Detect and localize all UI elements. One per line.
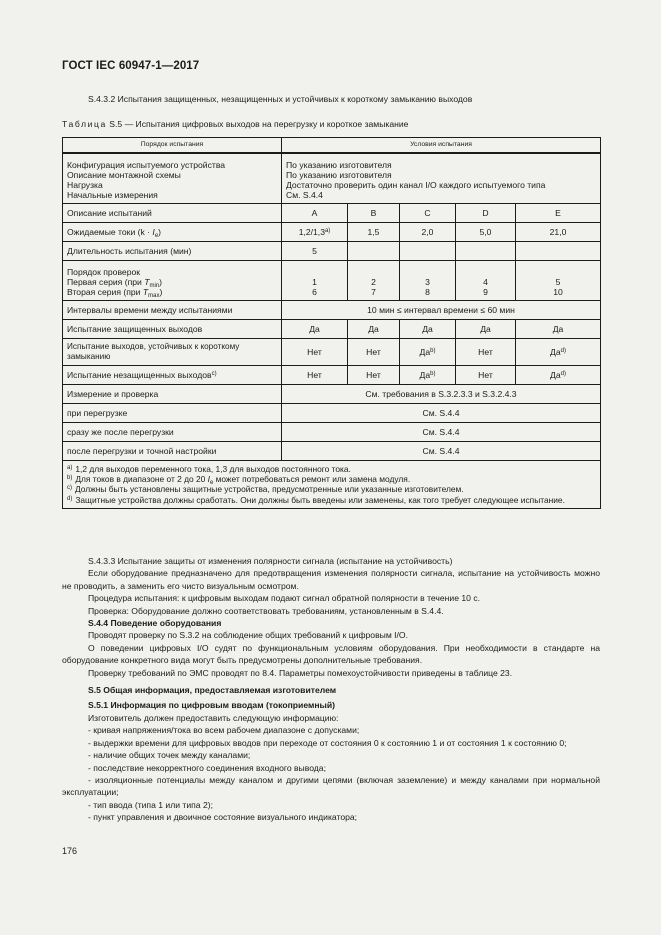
- duration-a: 5: [282, 242, 348, 261]
- table-caption: [62, 119, 408, 129]
- setup-value-initial: См. S.4.4: [286, 190, 323, 201]
- order-b: [348, 261, 400, 301]
- s433-heading: S.4.3.3 Испытание защиты от изменения полярности сигнала (испытание на устойчивость): [88, 556, 453, 566]
- test-a: A: [282, 204, 348, 223]
- duration-e: [516, 242, 601, 261]
- second-series-var: T: [142, 287, 149, 298]
- note-b-mark: b): [67, 475, 73, 482]
- expected-current-close: ): [158, 226, 162, 237]
- current-b: 1,5: [348, 223, 400, 242]
- body-text: [62, 555, 600, 824]
- setup-label-load: Нагрузка: [67, 180, 103, 190]
- note-b-text-end: может потребоваться ремонт или замена модуля.: [213, 474, 411, 485]
- first-series-var: T: [144, 276, 150, 287]
- table-notes-row: [63, 461, 601, 509]
- order-b-second: 7: [371, 287, 376, 297]
- unp-e: [516, 366, 601, 385]
- duration-c: [400, 242, 456, 261]
- note-b-var: I: [207, 474, 210, 485]
- sc-d: Нет: [456, 339, 516, 366]
- table-row-after-tuning: [63, 442, 601, 461]
- after-tune-value: См. S.4.4: [282, 442, 601, 461]
- sc-a: Нет: [282, 339, 348, 366]
- table-row-duration: [63, 242, 601, 261]
- first-series-text: Первая серия (при: [67, 276, 145, 287]
- list-item: - последствие некорректного соединения входного вывода;: [88, 762, 326, 773]
- note-d: [67, 495, 596, 505]
- order-d: [456, 261, 516, 301]
- sc-c-note: b): [430, 347, 436, 354]
- table-notes: [63, 461, 601, 509]
- unp-c: [400, 366, 456, 385]
- after-value: См. S.4.4: [282, 423, 601, 442]
- table-row-short-circuit: [63, 339, 601, 366]
- unprotected-text: Испытание незащищенных выходов: [67, 369, 212, 380]
- s444-heading: S.4.4 Поведение оборудования: [88, 618, 222, 629]
- s433-paragraph-3: Проверка: Оборудование должно соответствовать требованиям, установленным в S.4.4.: [88, 605, 444, 616]
- list-item: - кривая напряжения/тока во всем рабочем диапазоне с допусками;: [88, 725, 360, 736]
- table-row-during-overload: [63, 404, 601, 423]
- s444-paragraph-1: Проводят проверку по S.3.2 на соблюдение общих требований к цифровым I/O.: [88, 630, 408, 641]
- col-header-conditions: Условия испытания: [282, 138, 601, 154]
- protected-a: Да: [282, 320, 348, 339]
- order-a: [282, 261, 348, 301]
- test-desc-label: Описание испытаний: [63, 204, 282, 223]
- order-a-first: 1: [312, 276, 317, 287]
- order-e-first: 5: [555, 276, 561, 287]
- order-e: [516, 261, 601, 301]
- section-heading-s432: S.4.3.2 Испытания защищенных, незащищенных и устойчивых к короткому замыканию выходов: [88, 94, 473, 104]
- second-series-text: Вторая серия (при: [67, 287, 143, 298]
- table-row-test-desc: [63, 204, 601, 223]
- sc-c-value: Да: [419, 346, 431, 357]
- setup-value-config: По указанию изготовителя: [286, 159, 392, 170]
- expected-current-sub: e: [154, 232, 159, 239]
- current-a-note: a): [324, 227, 331, 234]
- setup-label-wiring: Описание монтажной схемы: [67, 169, 181, 180]
- unp-c-note: b): [430, 370, 436, 377]
- note-d-text: Защитные устройства должны сработать. Они должны быть введены или заменены, как того требует следующее испытание.: [75, 494, 565, 505]
- duration-d: [456, 242, 516, 261]
- list-item: - тип ввода (типа 1 или типа 2);: [88, 799, 214, 810]
- sc-e: [516, 339, 601, 366]
- note-c: [67, 484, 596, 494]
- protected-b: Да: [348, 320, 400, 339]
- during-label: при перегрузке: [63, 404, 282, 423]
- table-row-expected-current: [63, 223, 601, 242]
- note-a-text: 1,2 для выходов переменного тока, 1,3 для выходов постоянного тока.: [75, 464, 351, 474]
- setup-label-initial: Начальные измерения: [67, 190, 158, 201]
- intervals-label: Интервалы времени между испытаниями: [63, 301, 282, 320]
- sc-b: Нет: [348, 339, 400, 366]
- first-series-label: [67, 277, 277, 287]
- document-title: ГОСТ IEC 60947-1—2017: [62, 60, 200, 72]
- note-c-mark: c): [67, 485, 72, 492]
- first-series-sub: min: [149, 282, 160, 289]
- table-row-protected: [63, 320, 601, 339]
- check-order-label: [63, 261, 282, 301]
- duration-b: [348, 242, 400, 261]
- s5-heading: S.5 Общая информация, предоставляемая изготовителем: [88, 685, 337, 696]
- setup-value-load: Достаточно проверить один канал I/O каждого испытуемого типа: [286, 180, 546, 190]
- during-value: См. S.4.4: [282, 404, 601, 423]
- s51-heading: S.5.1 Информация по цифровым вводам (токоприемный): [88, 700, 336, 711]
- list-item: - пункт управления и двоичное состояние визуального индикатора;: [88, 812, 358, 823]
- s444-paragraph-3: Проверку требований по ЭМС проводят по 8.4. Параметры помехоустойчивости приведены в таблице 23.: [88, 667, 513, 678]
- table-row-intervals: [63, 301, 601, 320]
- s433-paragraph-1: Если оборудование предназначено для предотвращения изменения полярности сигнала, испытание на устойчивость можно не проводить, а заменить его чисто визуальным осмотром.: [62, 568, 600, 591]
- short-circuit-label: Испытание выходов, устойчивых к короткому замыканию: [63, 339, 282, 366]
- measure-label: Измерение и проверка: [63, 385, 282, 404]
- first-series-close: ): [159, 276, 163, 287]
- order-d-second: 9: [483, 287, 488, 297]
- note-b: [67, 474, 596, 487]
- unp-e-value: Да: [550, 369, 561, 380]
- current-a: [282, 223, 348, 242]
- s444-paragraph-2: О поведении цифровых I/O судят по функциональным условиям оборудования. При необходимости в стандарте на оборудование конкретного вида могут быть предусмотрены дополнительные требования.: [62, 642, 600, 666]
- after-tune-label: после перегрузки и точной настройки: [63, 442, 282, 461]
- second-series-label: [67, 287, 277, 300]
- sc-e-value: Да: [550, 346, 561, 357]
- table-row-setup: [63, 153, 601, 204]
- protected-label: Испытание защищенных выходов: [63, 320, 282, 339]
- setup-value-wiring: По указанию изготовителя: [286, 169, 392, 180]
- sc-e-note: d): [560, 347, 566, 354]
- expected-current-var: I: [152, 226, 155, 237]
- note-b-text: Для токов в диапазоне от 2 до 20: [75, 474, 208, 485]
- test-b: B: [348, 204, 400, 223]
- current-a-value: 1,2/1,3: [298, 226, 325, 237]
- order-e-second: 10: [553, 287, 563, 297]
- order-c: [400, 261, 456, 301]
- measure-value: См. требования в S.3.2.3.3 и S.3.2.4.3: [282, 385, 601, 404]
- unp-c-value: Да: [419, 369, 431, 380]
- test-c: C: [400, 204, 456, 223]
- unp-b: Нет: [348, 366, 400, 385]
- s51-paragraph-1: Изготовитель должен предоставить следующую информацию:: [88, 712, 339, 723]
- table-caption-text: S.5 — Испытания цифровых выходов на перегрузку и короткое замыкание: [106, 119, 409, 129]
- list-item: - выдержки времени для цифровых вводов при переходе от состояния 0 к состоянию 1 и от состояния 1 к состоянию 0;: [88, 737, 567, 748]
- order-d-first: 4: [483, 276, 488, 287]
- list-item: - наличие общих точек между каналами;: [88, 750, 251, 761]
- test-table: [62, 137, 601, 509]
- protected-e: Да: [516, 320, 601, 339]
- setup-label-config: Конфигурация испытуемого устройства: [67, 159, 226, 170]
- col-header-order: Порядок испытания: [63, 138, 282, 154]
- list-item: - изоляционные потенциалы между каналом и другими цепями (включая заземление) и между каналами при нормальной эксплуатации;: [62, 774, 600, 798]
- after-label: сразу же после перегрузки: [63, 423, 282, 442]
- current-c: 2,0: [400, 223, 456, 242]
- order-c-second: 8: [425, 287, 430, 297]
- note-a: [67, 464, 596, 474]
- table-row-check-order: [63, 261, 601, 301]
- order-b-first: 2: [371, 276, 376, 287]
- unp-e-note: d): [560, 370, 566, 377]
- intervals-value: 10 мин ≤ интервал времени ≤ 60 мин: [282, 301, 601, 320]
- note-d-mark: d): [67, 495, 73, 502]
- order-c-first: 3: [425, 276, 430, 287]
- table-row-measure: [63, 385, 601, 404]
- second-series-sub: max: [148, 293, 160, 300]
- check-order-title: Порядок проверок: [67, 266, 141, 277]
- table-row-unprotected: [63, 366, 601, 385]
- test-e: E: [516, 204, 601, 223]
- table-caption-prefix: Таблица: [62, 119, 107, 129]
- order-a-second: 6: [312, 287, 317, 297]
- setup-values: [282, 153, 601, 204]
- setup-labels: [63, 153, 282, 204]
- unprotected-note: c): [211, 370, 217, 377]
- test-d: D: [456, 204, 516, 223]
- table-header-row: [63, 138, 601, 154]
- note-c-text: Должны быть установлены защитные устройства, предусмотренные или указанные изготовителем.: [75, 484, 464, 495]
- expected-current-label: [63, 223, 282, 242]
- current-e: 21,0: [516, 223, 601, 242]
- protected-c: Да: [400, 320, 456, 339]
- note-b-sub: e: [209, 480, 214, 487]
- current-d: 5,0: [456, 223, 516, 242]
- expected-current-text: Ожидаемые токи (k ·: [67, 226, 153, 237]
- s433-paragraph-2: Процедура испытания: к цифровым выходам подают сигнал обратной полярности в течение 10 с.: [88, 593, 481, 604]
- protected-d: Да: [456, 320, 516, 339]
- unprotected-label: [63, 366, 282, 385]
- note-a-mark: a): [67, 465, 73, 471]
- sc-c: [400, 339, 456, 366]
- unp-d: Нет: [456, 366, 516, 385]
- second-series-close: ): [159, 287, 163, 298]
- page-number: 176: [62, 846, 78, 856]
- table-row-after-overload: [63, 423, 601, 442]
- duration-label: Длительность испытания (мин): [63, 242, 282, 261]
- unp-a: Нет: [282, 366, 348, 385]
